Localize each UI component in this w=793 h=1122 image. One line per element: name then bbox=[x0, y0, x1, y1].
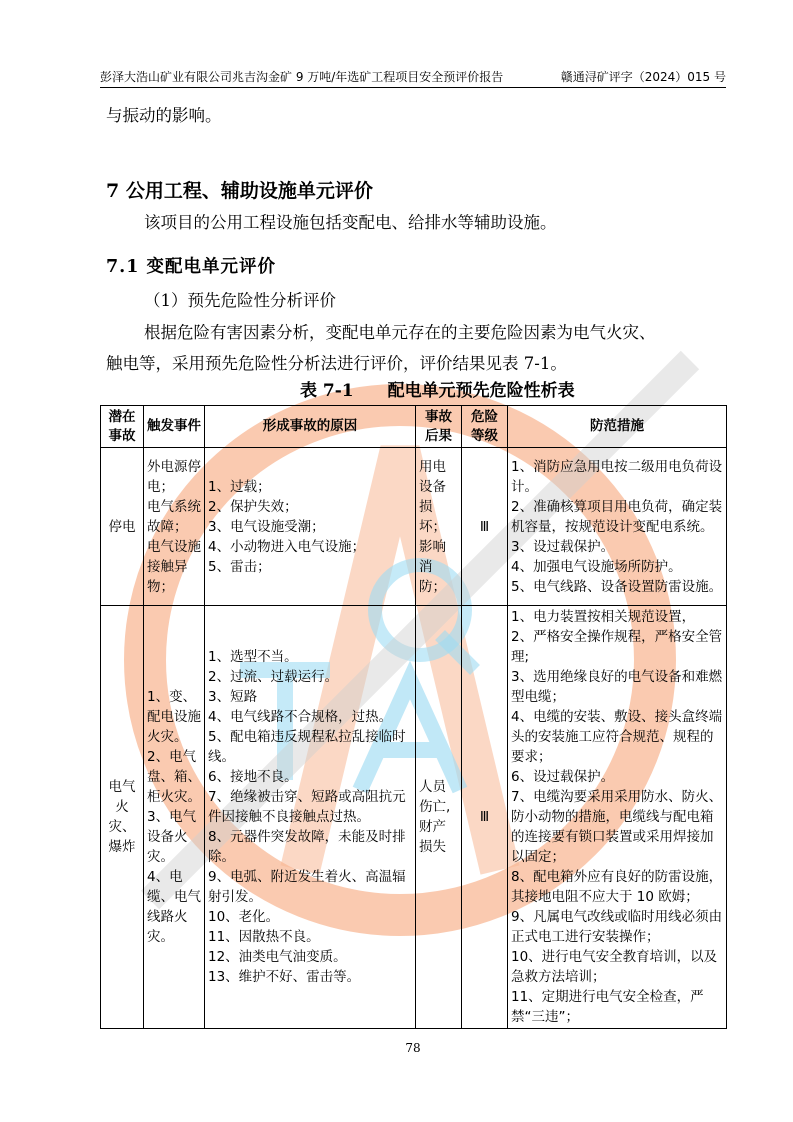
header-title: 彭泽大浩山矿业有限公司兆吉沟金矿 9 万吨/年选矿工程项目安全预评价报告 bbox=[100, 70, 504, 84]
measure-item: 2、准确核算项目用电负荷，确定装机容量，按规范设计变配电系统。 bbox=[511, 498, 723, 535]
section-7-1-heading: 7.1 变配电单元评价 bbox=[106, 257, 277, 277]
cause-item: 9、电弧、附近发生着火、高温辐射引发。 bbox=[208, 869, 406, 905]
cause-item: 3、电气设施受潮； bbox=[208, 518, 325, 535]
measure-item: 10、进行电气安全教育培训，以及急救方法培训； bbox=[511, 949, 718, 985]
cause-item: 3、短路 bbox=[208, 689, 258, 705]
accident-cell: 停电 bbox=[101, 448, 144, 606]
cause-item: 6、接地不良。 bbox=[208, 769, 298, 785]
cause-item: 2、保护失效； bbox=[208, 498, 298, 515]
cause-item: 10、老化。 bbox=[208, 909, 280, 925]
causes-cell bbox=[205, 448, 416, 606]
hazard-analysis-table bbox=[100, 405, 727, 1029]
trigger-item: 2、电气盘、箱、柜火灾。 bbox=[147, 749, 201, 805]
level-cell: Ⅲ bbox=[462, 606, 508, 1029]
cause-item: 4、电气线路不合规格，过热。 bbox=[208, 709, 393, 725]
triggers-cell bbox=[144, 448, 205, 606]
col-header: 潜在事故 bbox=[101, 406, 144, 448]
consequence-cell: 用电设备损坏；影响消防； bbox=[416, 448, 462, 606]
measure-item: 5、电气线路、设备设置防雷设施。 bbox=[511, 578, 723, 595]
cause-item: 5、雷击； bbox=[208, 558, 271, 575]
cause-item: 7、绝缘被击穿、短路或高阻抗元件因接触不良接触点过热。 bbox=[208, 789, 406, 825]
table-caption: 表 7-1 配电单元预先危险性析表 bbox=[300, 381, 575, 401]
measure-item: 1、电力装置按相关规范设置， bbox=[511, 609, 696, 625]
col-header: 形成事故的原因 bbox=[205, 406, 416, 448]
col-header: 防范措施 bbox=[508, 406, 727, 448]
trigger-item: 3、电气设备火灾。 bbox=[147, 809, 197, 865]
causes-cell bbox=[205, 606, 416, 1029]
col-header: 事故后果 bbox=[416, 406, 462, 448]
trigger-item: 电气系统故障； bbox=[147, 498, 201, 535]
table-area bbox=[100, 405, 726, 1055]
trigger-item: 4、电缆、电气线路火灾。 bbox=[147, 869, 201, 945]
cause-item: 12、油类电气油变质。 bbox=[208, 949, 347, 965]
paragraph-line: 根据危险有害因素分析，变配电单元存在的主要危险因素为电气火灾、 bbox=[144, 323, 656, 342]
cause-item: 1、选型不当。 bbox=[208, 649, 298, 665]
accident-cell: 电气火灾、爆炸 bbox=[101, 606, 144, 1029]
trigger-item: 外电源停电； bbox=[147, 458, 201, 495]
carryover-text: 与振动的影响。 bbox=[106, 106, 222, 125]
section-7-heading: 7 公用工程、辅助设施单元评价 bbox=[106, 180, 373, 202]
trigger-item: 电气设施接触异物； bbox=[147, 538, 201, 595]
measure-item: 4、加强电气设施场所防护。 bbox=[511, 558, 682, 575]
col-header: 危险等级 bbox=[462, 406, 508, 448]
cause-item: 2、过流、过载运行。 bbox=[208, 669, 339, 685]
page-number: 78 bbox=[405, 1041, 421, 1055]
level-cell: Ⅲ bbox=[462, 448, 508, 606]
measure-item: 3、设过载保护。 bbox=[511, 538, 615, 555]
paragraph-line: 触电等，采用预先危险性分析法进行评价，评价结果见表 7-1。 bbox=[106, 354, 567, 373]
measure-item: 8、配电箱外应有良好的防雷设施，其接地电阻不应大于 10 欧姆； bbox=[511, 869, 723, 905]
section-7-intro: 该项目的公用工程设施包括变配电、给排水等辅助设施。 bbox=[144, 213, 557, 232]
cause-item: 1、过载； bbox=[208, 478, 271, 495]
cause-item: 8、元器件突发故障，未能及时排除。 bbox=[208, 829, 406, 865]
measure-item: 9、凡属电气改线或临时用线必须由正式电工进行安装操作； bbox=[511, 909, 723, 945]
measure-item: 2、严格安全操作规程，严格安全管理; bbox=[511, 629, 723, 665]
table-row bbox=[101, 448, 727, 606]
measure-item: 1、消防应急用电按二级用电负荷设计。 bbox=[511, 458, 723, 495]
cause-item: 5、配电箱违反规程私拉乱接临时线。 bbox=[208, 729, 406, 765]
header-doc-number: 赣通浔矿评字（2024）015 号 bbox=[560, 70, 726, 84]
col-header: 触发事件 bbox=[144, 406, 205, 448]
table-row bbox=[101, 606, 727, 1029]
measure-item: 6、设过载保护。 bbox=[511, 769, 615, 785]
trigger-item: 1、变、配电设施火灾。 bbox=[147, 689, 201, 745]
measure-item: 3、选用绝缘良好的电气设备和难燃型电缆； bbox=[511, 669, 723, 705]
consequence-cell: 人员伤亡,财产损失 bbox=[416, 606, 462, 1029]
measure-item: 11、定期进行电气安全检查，严禁“三违”； bbox=[511, 989, 704, 1025]
triggers-cell bbox=[144, 606, 205, 1029]
page-header bbox=[100, 68, 726, 88]
cause-item: 13、维护不好、雷击等。 bbox=[208, 969, 361, 985]
cause-item: 4、小动物进入电气设施； bbox=[208, 538, 366, 555]
measures-cell bbox=[508, 606, 727, 1029]
measures-cell bbox=[508, 448, 727, 606]
table-header-row bbox=[101, 406, 727, 448]
subsection-label: （1）预先危险性分析评价 bbox=[144, 291, 336, 310]
cause-item: 11、因散热不良。 bbox=[208, 929, 320, 945]
measure-item: 7、电缆沟要采用采用防水、防火、防小动物的措施，电缆线与配电箱的连接要有锁口装置或采用焊接加以固定； bbox=[511, 789, 723, 865]
measure-item: 4、电缆的安装、敷设、接头盒终端头的安装施工应符合规范、规程的要求； bbox=[511, 709, 723, 765]
